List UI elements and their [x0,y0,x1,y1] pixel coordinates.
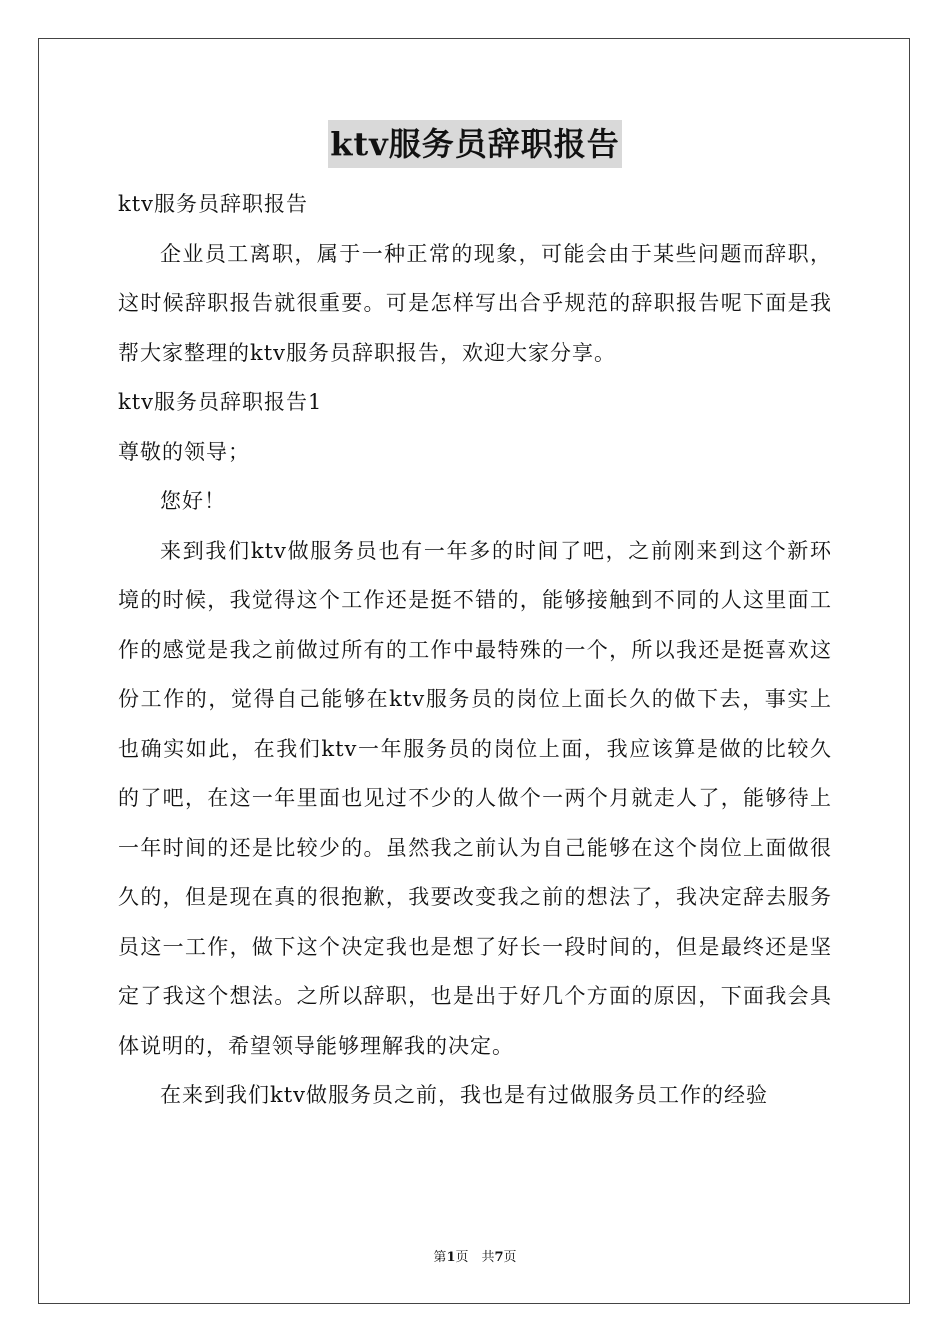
document-subtitle: ktv服务员辞职报告 [118,192,309,216]
footer-current-page: 1 [446,1250,456,1265]
greeting: 您好！ [160,489,226,513]
footer-suffix: 页 [503,1250,517,1265]
footer-mid: 页 共 [455,1250,495,1265]
section-heading: ktv服务员辞职报告1 [118,390,323,414]
document-body [118,120,832,1121]
salutation: 尊敬的领导； [118,439,250,464]
intro-paragraph: 企业员工离职，属于一种正常的现象，可能会由于某些问题而辞职，这时候辞职报告就很重要。可是怎样写出合乎规范的辞职报告呢下面是我帮大家整理的ktv服务员辞职报告，欢迎大家分享。 [118,241,832,365]
footer-total-pages: 7 [494,1250,504,1265]
title-row [118,120,832,168]
body-paragraph-2: 在来到我们ktv做服务员之前，我也是有过做服务员工作的经验 [160,1083,769,1107]
document-title: ktv服务员辞职报告 [328,120,622,168]
page-footer [0,1246,950,1265]
body-paragraph-1: 来到我们ktv做服务员也有一年多的时间了吧，之前刚来到这个新环境的时候，我觉得这个工作还是挺不错的，能够接触到不同的人这里面工作的感觉是我之前做过所有的工作中最特殊的一个，所以我还是挺喜欢这份工作的，觉得自己能够在ktv服务员的岗位上面长久的做下去，事实上也确实如此，在我们ktv一年服务员的岗位上面，我应该算是做的比较久的了吧，在这一年里面也见过不少的人做个一两个月就走人了，能够待上一年时间的还是比较少的。虽然我之前认为自己能够在这个岗位上面做很久的，但是现在真的很抱歉，我要改变我之前的想法了，我决定辞去服务员这一工作，做下这个决定我也是想了好长一段时间的，但是最终还是坚定了我这个想法。之所以辞职，也是出于好几个方面的原因，下面我会具体说明的，希望领导能够理解我的决定。 [118,538,832,1058]
footer-prefix: 第 [433,1250,447,1265]
